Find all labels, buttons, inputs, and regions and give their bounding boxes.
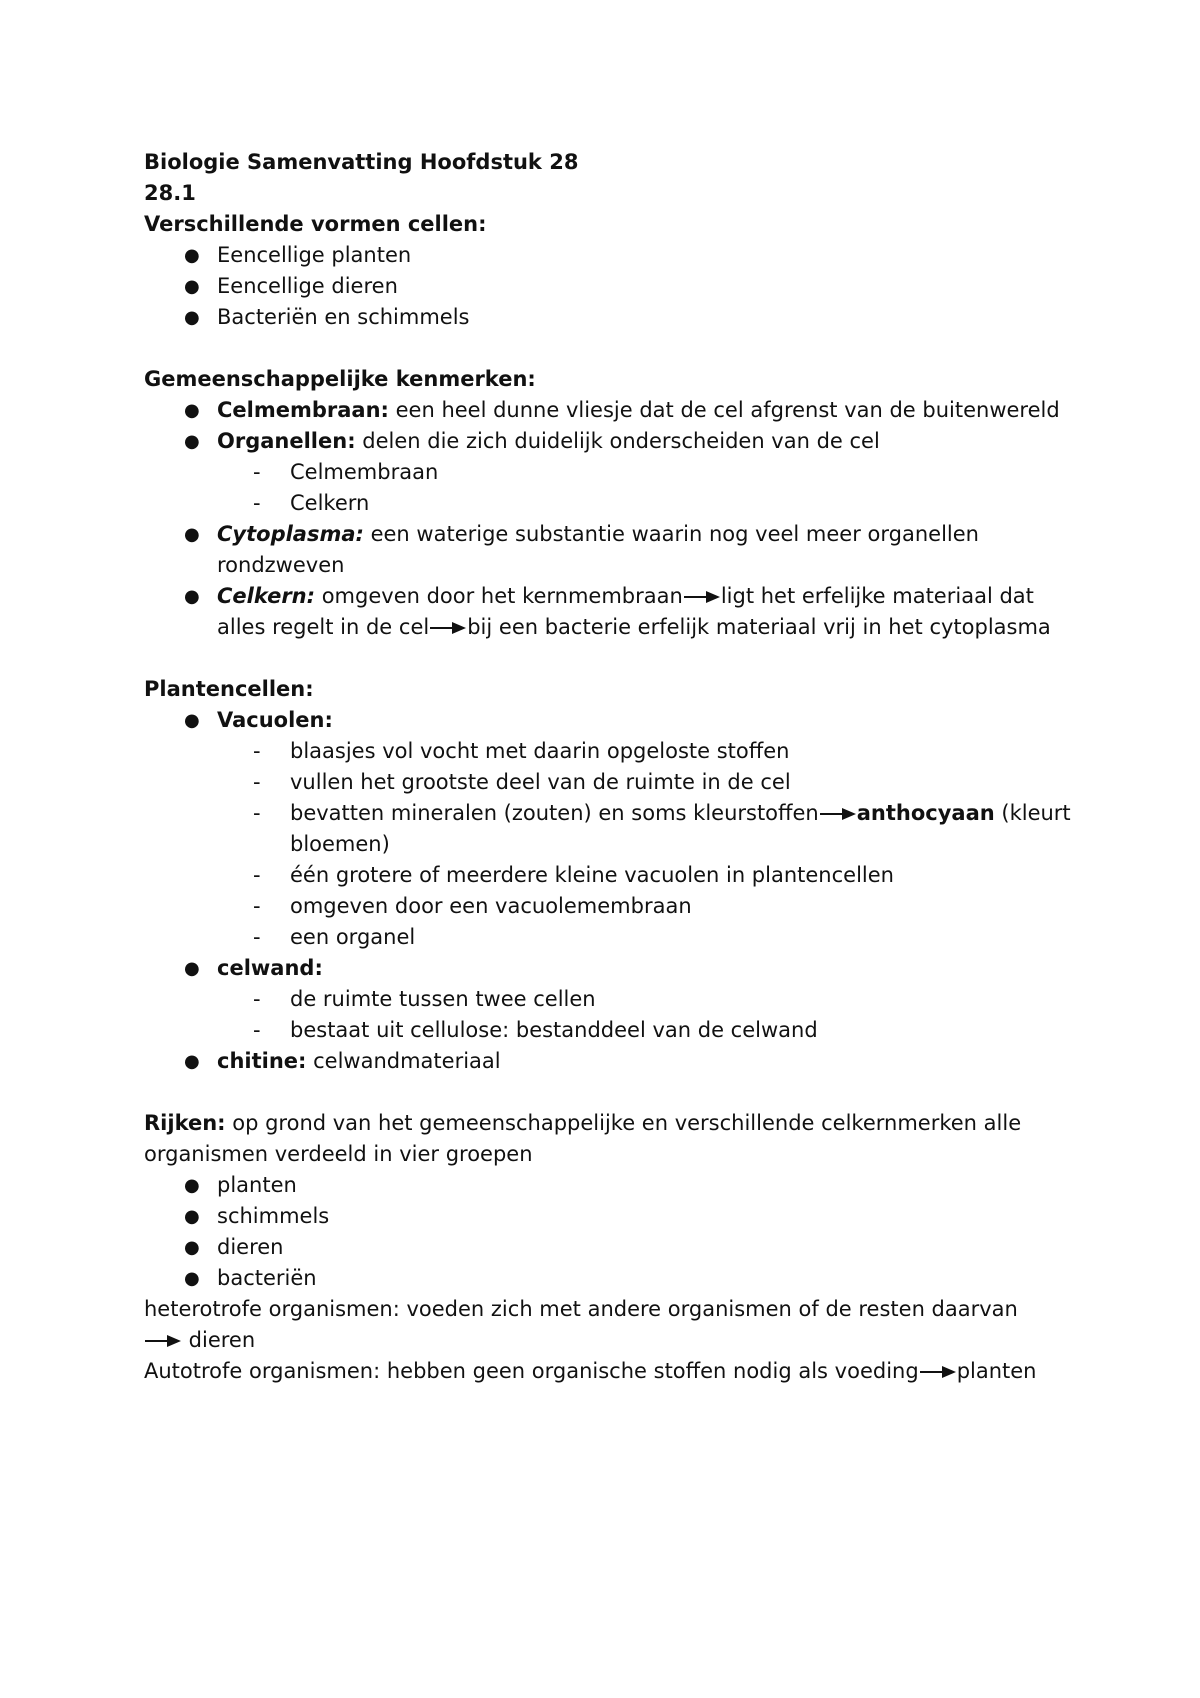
- bullet-icon: ●: [184, 431, 200, 452]
- bullet-icon: ●: [184, 245, 200, 266]
- definition: ligt het erfelijke materiaal dat alles regelt in de cel: [217, 584, 1034, 639]
- term: Cytoplasma:: [217, 522, 364, 546]
- definition: op grond van het gemeenschappelijke en verschillende celkernmerken alle organismen verdeeld in vier groepen: [144, 1111, 1022, 1166]
- right-arrow-icon: [820, 807, 856, 821]
- rijken-paragraph: [144, 1108, 1074, 1170]
- rijken-list: [144, 1170, 1074, 1294]
- dash-icon: -: [253, 739, 261, 763]
- sub-item: - een organel: [217, 922, 1074, 953]
- term: chitine:: [217, 1049, 307, 1073]
- list-item: [144, 581, 1074, 643]
- bullet-icon: ●: [184, 307, 200, 328]
- dash-icon: -: [253, 863, 261, 887]
- right-arrow-icon: [145, 1334, 181, 1348]
- sub-item: - de ruimte tussen twee cellen: [217, 984, 1074, 1015]
- document-content: [144, 147, 1074, 1387]
- planten-heading: Plantencellen:: [144, 677, 314, 701]
- bullet-icon: ●: [184, 1237, 200, 1258]
- bullet-icon: ●: [184, 524, 200, 545]
- list-item: ● Bacteriën en schimmels: [144, 302, 1074, 333]
- dash-icon: -: [253, 770, 261, 794]
- autotrofe-line: Autotrofe organismen: hebben geen organische stoffen nodig als voeding planten: [144, 1359, 1037, 1383]
- bullet-icon: ●: [184, 1175, 200, 1196]
- term: Celkern:: [217, 584, 316, 608]
- sub-item: - Celkern: [217, 488, 1074, 519]
- sub-item: - bestaat uit cellulose: bestanddeel van de celwand: [217, 1015, 1074, 1046]
- definition: een heel dunne vliesje dat de cel afgrenst van de buitenwereld: [388, 398, 1060, 422]
- sub-item: - vullen het grootste deel van de ruimte in de cel: [217, 767, 1074, 798]
- definition: delen die zich duidelijk onderscheiden van de cel: [355, 429, 880, 453]
- list-item: ● dieren: [144, 1232, 1074, 1263]
- definition: celwandmateriaal: [306, 1049, 501, 1073]
- planten-list: [144, 705, 1074, 1077]
- definition: bij een bacterie erfelijk materiaal vrij in het cytoplasma: [467, 615, 1051, 639]
- bullet-icon: ●: [184, 586, 200, 607]
- bullet-icon: ●: [184, 400, 200, 421]
- definition: een waterige substantie waarin nog veel meer organellen rondzweven: [217, 522, 979, 577]
- vormen-list: [144, 240, 1074, 333]
- list-item: [144, 395, 1074, 426]
- term: Vacuolen:: [217, 708, 333, 732]
- heterotrofe-result: dieren: [144, 1325, 1074, 1356]
- list-item: [144, 953, 1074, 1046]
- section-number: 28.1: [144, 181, 196, 205]
- sub-item: - omgeven door een vacuolemembraan: [217, 891, 1074, 922]
- right-arrow-icon: [430, 621, 466, 635]
- list-item: ● planten: [144, 1170, 1074, 1201]
- dash-icon: -: [253, 460, 261, 484]
- bullet-icon: ●: [184, 958, 200, 979]
- bullet-icon: ●: [184, 1051, 200, 1072]
- dash-icon: -: [253, 491, 261, 515]
- term: celwand:: [217, 956, 323, 980]
- list-item: [144, 705, 1074, 953]
- heterotrofe-line: heterotrofe organismen: voeden zich met andere organismen of de resten daarvan: [144, 1297, 1018, 1321]
- dash-icon: -: [253, 1018, 261, 1042]
- vacuolen-sublist: [217, 736, 1074, 953]
- vormen-heading: Verschillende vormen cellen:: [144, 212, 487, 236]
- term: Organellen:: [217, 429, 356, 453]
- celwand-sublist: [217, 984, 1074, 1046]
- definition: omgeven door het kernmembraan: [315, 584, 683, 608]
- bullet-icon: ●: [184, 710, 200, 731]
- dash-icon: -: [253, 801, 261, 825]
- document-title: Biologie Samenvatting Hoofdstuk 28: [144, 150, 579, 174]
- dash-icon: -: [253, 894, 261, 918]
- right-arrow-icon: [920, 1365, 956, 1379]
- list-item: ● schimmels: [144, 1201, 1074, 1232]
- kenmerken-heading: Gemeenschappelijke kenmerken:: [144, 367, 536, 391]
- list-item: [144, 519, 1074, 581]
- list-item: [144, 1046, 1074, 1077]
- right-arrow-icon: [684, 590, 720, 604]
- sub-item: - één grotere of meerdere kleine vacuolen in plantencellen: [217, 860, 1074, 891]
- list-item: ● Eencellige dieren: [144, 271, 1074, 302]
- dash-icon: -: [253, 987, 261, 1011]
- dash-icon: -: [253, 925, 261, 949]
- list-item: ● Eencellige planten: [144, 240, 1074, 271]
- bullet-icon: ●: [184, 276, 200, 297]
- kenmerken-list: [144, 395, 1074, 643]
- term: Rijken:: [144, 1111, 226, 1135]
- sub-item: - bevatten mineralen (zouten) en soms kleurstoffen anthocyaan (kleurt bloemen): [217, 798, 1074, 860]
- list-item: [144, 426, 1074, 519]
- organellen-sublist: [217, 457, 1074, 519]
- sub-item: - Celmembraan: [217, 457, 1074, 488]
- sub-item: - blaasjes vol vocht met daarin opgeloste stoffen: [217, 736, 1074, 767]
- term: Celmembraan:: [217, 398, 389, 422]
- bullet-icon: ●: [184, 1268, 200, 1289]
- list-item: ● bacteriën: [144, 1263, 1074, 1294]
- bullet-icon: ●: [184, 1206, 200, 1227]
